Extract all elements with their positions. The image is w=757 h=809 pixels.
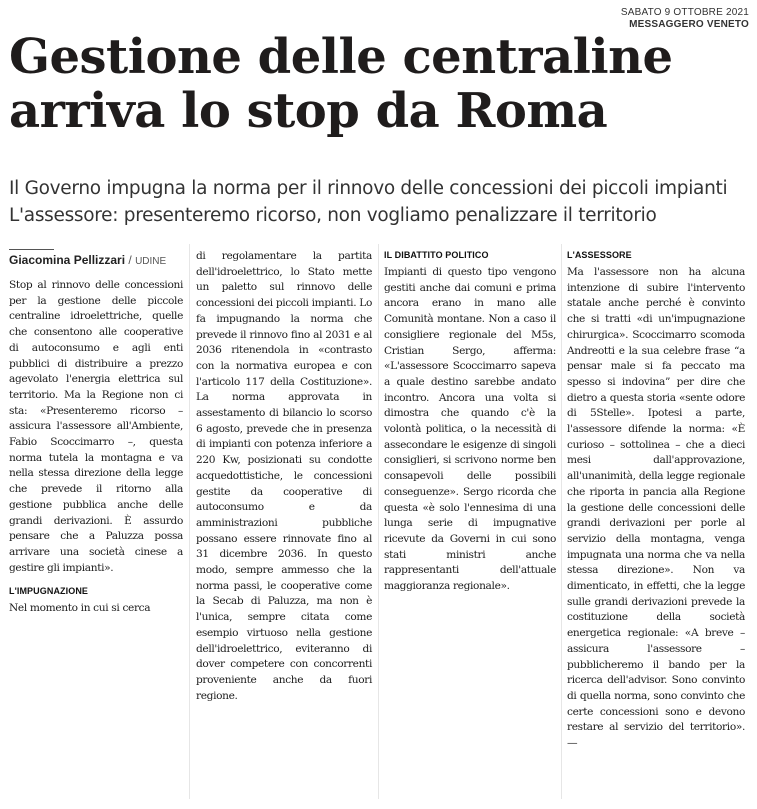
byline-rule xyxy=(9,249,54,250)
column-divider xyxy=(378,244,379,799)
author-name: Giacomina Pellizzari xyxy=(9,253,126,267)
column-divider xyxy=(561,244,562,799)
paragraph: Stop al rinnovo delle concessioni per la gestione delle piccole centraline idroelettriche, quelle che consentono alle cooperative di autoconsumo e agli enti pubblici di distribuire a prezzo agevolato l'energia elettrica sul territorio. Ma la Regione non ci sta: «Presenteremo ricorso – assicura l'assessore all'Ambiente, Fabio Scoccimarro –, questa norma tutela la montagna e va nella stessa direzione della legge che prevede il ritorno alla gestione pubblica anche delle grandi derivazioni. È assurdo pensare che a Paluzza possa arrivare una società cinese a gestire gli impianti». xyxy=(9,279,183,574)
publication-date: SABATO 9 OTTOBRE 2021 xyxy=(620,7,749,18)
headline xyxy=(9,30,749,138)
subheadline xyxy=(9,175,754,229)
article-column-3 xyxy=(384,250,556,595)
article-column-2 xyxy=(196,249,372,704)
subhead-line-2: L'assessore: presenteremo ricorso, non vogliamo penalizzare il territorio xyxy=(9,205,657,226)
article-column-4 xyxy=(567,250,745,752)
headline-line-1: Gestione delle centraline xyxy=(9,29,673,85)
section-heading-assessore: L'ASSESSORE xyxy=(567,250,632,260)
paragraph: Nel momento in cui si cerca xyxy=(9,602,151,615)
section-heading-impugnazione: L'IMPUGNAZIONE xyxy=(9,586,89,597)
section-heading-dibattito-politico: IL DIBATTITO POLITICO xyxy=(384,250,489,260)
headline-line-2: arriva lo stop da Roma xyxy=(9,83,608,139)
column-divider xyxy=(189,244,190,799)
dateline-place: UDINE xyxy=(135,256,167,267)
byline-separator: / xyxy=(128,253,132,267)
newspaper-name: MESSAGGERO VENETO xyxy=(629,19,749,30)
byline xyxy=(9,253,166,269)
paragraph: Impianti di questo tipo vengono gestiti anche dai comuni e prima ancora erano in mano alle Comunità montane. Non a caso il consigliere regionale del M5s, Cristian Sergo, afferma: «L'assessore Scoccimarro sapeva a quale destino sarebbe andato incontro. Ancora una volta si dimostra che quando c'è la volontà politica, o la necessità di assecondare le esigenze di singoli consiglieri, si scrivono norme ben consapevoli delle possibili conseguenze». Sergo ricorda che questa «è solo l'ennesima di una lunga serie di impugnative ricevute da Governi in cui sono stati ministri anche rappresentanti dell'attuale maggioranza regionale». xyxy=(384,266,556,593)
subhead-line-1: Il Governo impugna la norma per il rinnovo delle concessioni dei piccoli impianti xyxy=(9,178,728,199)
article-column-1 xyxy=(9,278,183,617)
paragraph: Ma l'assessore non ha alcuna intenzione di subire l'intervento statale anche perché è convinto che si tratti «di un'impugnazione chirurgica». Scoccimarro scomoda Andreotti e la sua celebre frase “a pensar male si fa peccato ma spesso si indovina” per dire che dietro a questa storia «sente odore di 5Stelle». Ipotesi a parte, l'assessore difende la norma: «È curioso – sottolinea – che a dieci mesi dall'approvazione, all'unanimità, della legge regionale che riporta in pancia alla Regione la gestione delle concessioni delle grandi derivazioni per porle al servizio della montagna, venga impugnata una norma che va nella stessa direzione». Non va dimenticato, in effetti, che la legge sulle grandi derivazioni prevede la costituzione della società energetica regionale: «A breve – assicura l'assessore – pubblicheremo il bando per la ricerca dell'advisor. Sono convinto di quella norma, sono convinto che certe concessioni sono e devono restare al servizio del territorio». — xyxy=(567,266,745,750)
dateline xyxy=(621,7,749,31)
paragraph: di regolamentare la partita dell'idroelettrico, lo Stato mette un paletto sul rinnovo delle concessioni dei piccoli impianti. Lo fa impugnando la norma che prevede il rinnovo fino al 2031 e al 2036 ritenendola in «contrasto con la normativa europea e con l'articolo 117 della Costituzione». La norma approvata in assestamento di bilancio lo scorso 6 agosto, prevede che in presenza di impianti con potenza inferiore a 220 Kw, posizionati su condotte acquedottistiche, le concessioni gestite da cooperative di autoconsumo e da amministrazioni pubbliche possano essere rinnovate fino al 31 dicembre 2036. In questo modo, sempre ammesso che la norma passi, le cooperative come la Secab di Paluzza, ma non è l'unica, sempre citata come esempio virtuoso nella gestione dell'idroelettrico, eviteranno di dover competere con concorrenti proveniente anche da fuori regione. xyxy=(196,250,372,702)
